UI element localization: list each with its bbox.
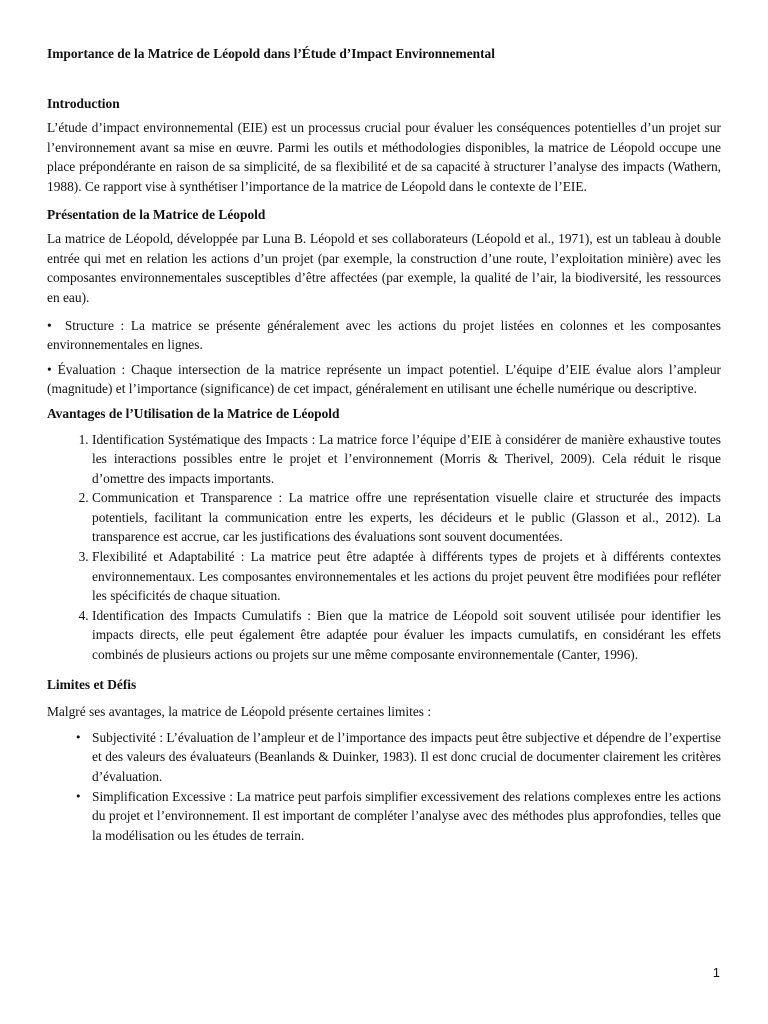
bullet-marker: • (47, 361, 52, 377)
document-title: Importance de la Matrice de Léopold dans l’Étude d’Impact Environnemental (47, 46, 495, 61)
list-item: • Simplification Excessive : La matrice peut parfois simplifier excessivement des relations complexes entre les actions du projet et l’environnement. Il est important de compléter l’analyse avec des méthodes plus approfondies, telles que la modélisation ou les études de terrain. (92, 787, 721, 846)
avantages-heading: Avantages de l’Utilisation de la Matrice de Léopold (47, 405, 340, 421)
limites-intro: Malgré ses avantages, la matrice de Léopold présente certaines limites : (47, 704, 432, 720)
structure-text: Structure : La matrice se présente généralement avec les actions du projet listées en colonnes et les composantes environnementales en lignes. (47, 317, 721, 353)
presentation-heading: Présentation de la Matrice de Léopold (47, 206, 266, 222)
page-number: 1 (712, 965, 720, 980)
limites-heading: Limites et Défis (47, 676, 137, 692)
document-body (47, 44, 721, 845)
list-item: • Subjectivité : L’évaluation de l’ampleur et de l’importance des impacts peut être subjective et dépendre de l’expertise et des valeurs des évaluateurs (Beanlands & Duinker, 1983). Il est donc crucial de documenter clairement les critères d’évaluation. (92, 728, 721, 787)
bullet-marker: • (47, 317, 52, 333)
avantages-list (47, 430, 721, 665)
evaluation-bullet (47, 360, 721, 399)
structure-bullet (47, 316, 721, 355)
list-item: 3. Flexibilité et Adaptabilité : La matrice peut être adaptée à différents types de projets et à différents contextes environnementaux. Les composantes environnementales et les actions du projet peuvent être modifiées pour refléter les spécificités de chaque situation. (92, 547, 721, 606)
list-item: 1. Identification Systématique des Impacts : La matrice force l’équipe d’EIE à considérer de manière exhaustive toutes les interactions possibles entre le projet et l’environnement (Morris & Therivel, 2009). Cela réduit le risque d’omettre des impacts importants. (92, 430, 721, 489)
list-item: 4. Identification des Impacts Cumulatifs : Bien que la matrice de Léopold soit souvent utilisée pour identifier les impacts directs, elle peut également être adaptée pour évaluer les impacts cumulatifs, en considérant les effets combinés de plusieurs actions ou projets sur une même composante environnementale (Canter, 1996). (92, 606, 721, 665)
introduction-paragraph: L’étude d’impact environnemental (EIE) est un processus crucial pour évaluer les conséquences potentielles d’un projet sur l’environnement avant sa mise en œuvre. Parmi les outils et méthodologies disponibles, la matrice de Léopold occupe une place prépondérante en raison de sa simplicité, de sa flexibilité et de sa capacité à structurer l’analyse des impacts (Wathern, 1988). Ce rapport vise à synthétiser l’importance de la matrice de Léopold dans le contexte de l’EIE. (47, 120, 721, 194)
presentation-paragraph: La matrice de Léopold, développée par Luna B. Léopold et ses collaborateurs (Léopold et al., 1971), est un tableau à double entrée qui met en relation les actions d’un projet (par exemple, la construction d’une route, l’exploitation minière) avec les composantes environnementales susceptibles d’être affectées (par exemple, la qualité de l’air, la biodiversité, les ressources en eau). (47, 231, 721, 305)
limites-list (47, 728, 721, 846)
list-item: 2. Communication et Transparence : La matrice offre une représentation visuelle claire et structurée des impacts potentiels, facilitant la communication entre les experts, les décideurs et le public (Glasson et al., 2012). La transparence est accrue, car les justifications des évaluations sont souvent documentées. (92, 488, 721, 547)
evaluation-text: Évaluation : Chaque intersection de la matrice représente un impact potentiel. L’équipe d’EIE évalue alors l’ampleur (magnitude) et l’importance (significance) de cet impact, généralement en utilisant une échelle numérique ou descriptive. (47, 361, 721, 397)
introduction-heading: Introduction (47, 95, 120, 111)
